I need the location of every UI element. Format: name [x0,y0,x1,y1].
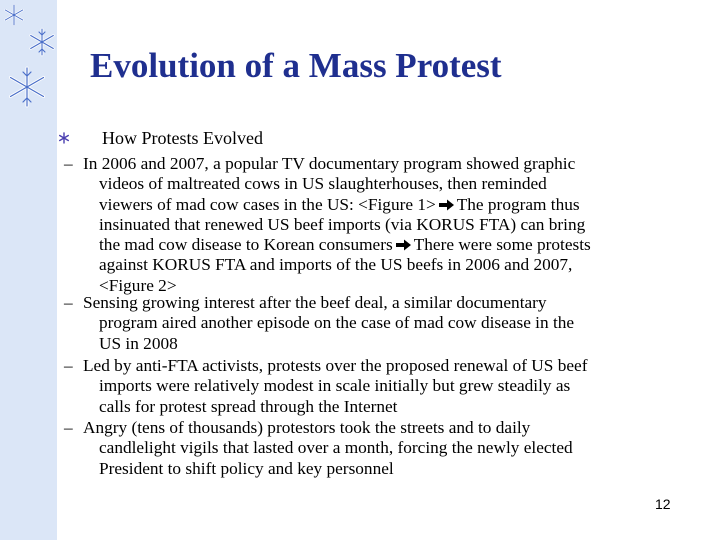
dash-marker: – [64,418,73,437]
text-line: Angry (tens of thousands) protestors took the streets and to daily [83,418,531,437]
text-line-with-arrow [83,195,683,215]
text-line: program aired another episode on the case of mad cow disease in the [99,313,575,333]
right-arrow-icon [395,238,412,252]
text-line: against KORUS FTA and imports of the US beefs in 2006 and 2007, [99,255,573,275]
text-line: Led by anti-FTA activists, protests over the proposed renewal of US beef [83,356,588,375]
text-line: videos of maltreated cows in US slaughterhouses, then reminded [99,174,547,194]
dash-marker: – [64,356,73,375]
text-line: President to shift policy and key personnel [99,458,394,478]
right-arrow-icon [438,198,455,212]
dash-marker: – [64,293,73,312]
text-line: In 2006 and 2007, a popular TV documentary program showed graphic [83,154,576,173]
text-line: imports were relatively modest in scale initially but grew steadily as [99,376,571,396]
text-line: <Figure 2> [99,275,177,295]
sub-bullet-text [83,154,683,296]
bullet-heading: How Protests Evolved [102,128,263,148]
text-line: calls for protest spread through the Internet [99,396,398,416]
slide-title: Evolution of a Mass Protest [90,46,502,85]
text-line: insinuated that renewed US beef imports (via KORUS FTA) can bring [99,214,586,234]
text-line: Sensing growing interest after the beef deal, a similar documentary [83,293,547,312]
snowflake-bullet-icon [58,132,70,144]
text-segment: the mad cow disease to Korean consumers [99,235,393,255]
sub-bullet-text [83,356,683,417]
text-segment: The program thus [456,194,580,214]
text-segment: There were some protests [413,235,591,255]
dash-marker: – [64,154,73,173]
text-line-with-arrow [83,235,683,255]
page-number: 12 [655,496,671,512]
text-line: US in 2008 [99,333,178,353]
sub-bullet-text [83,418,683,479]
text-segment: viewers of mad cow cases in the US: <Figure 1> [99,194,436,214]
text-line: candlelight vigils that lasted over a month, forcing the newly elected [99,438,573,458]
sub-bullet-text [83,293,683,354]
